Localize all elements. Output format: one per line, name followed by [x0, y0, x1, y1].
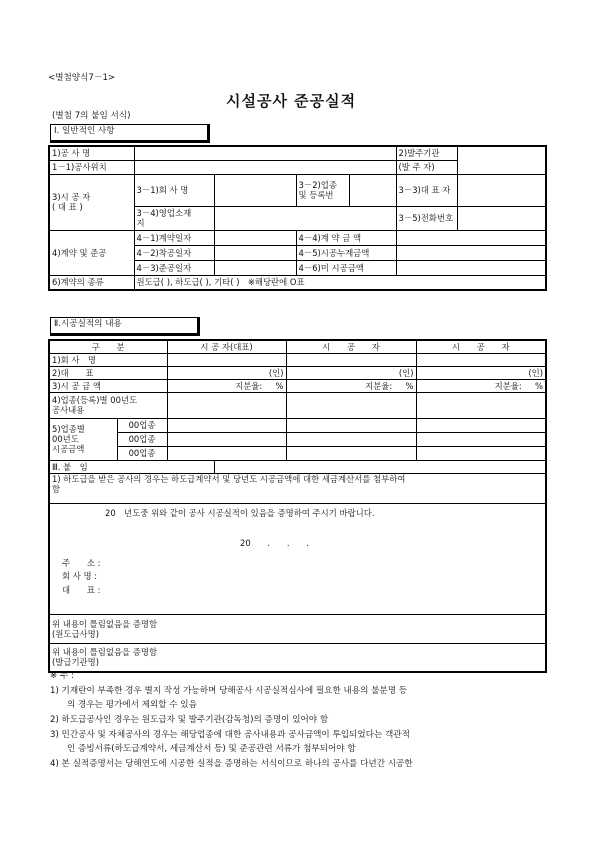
- type-item: 00업종: [117, 418, 167, 432]
- client-certify-block[interactable]: 위 내용이 틀림없음을 증명함 (발급기관명): [49, 643, 546, 672]
- section3-heading: Ⅲ. 붙 임: [49, 460, 214, 473]
- client-label: 2)발주기관: [396, 146, 457, 160]
- form-code: <별첨양식7－1>: [48, 73, 116, 83]
- representative-field[interactable]: [457, 174, 546, 206]
- office-location-label: 3－4)영업소재 지: [134, 206, 214, 230]
- business-type-label: 3－2)업종 및 등록번: [296, 174, 349, 206]
- type-field-1c[interactable]: [416, 418, 546, 432]
- content-field-1[interactable]: [167, 392, 286, 418]
- type-field-3c[interactable]: [416, 446, 546, 460]
- attachment-note: 1) 하도급을 받은 공사의 경우는 하도급계약서 및 당년도 시공금액에 대한 세금계산서를 첨부하여 함: [49, 473, 546, 503]
- col-contractor-rep: 시 공 자(대표): [167, 340, 286, 353]
- contractor-label: 3)시 공 자 ( 대 표 ): [49, 174, 134, 230]
- section3-heading-blank: [214, 460, 546, 473]
- type-field-3b[interactable]: [286, 446, 416, 460]
- type-item: 00업종: [117, 432, 167, 446]
- project-name-field[interactable]: [134, 146, 396, 160]
- business-type-field[interactable]: [349, 174, 396, 206]
- address-label[interactable]: 주 소 :: [62, 557, 101, 568]
- request-block: [49, 503, 546, 614]
- project-location-label: 1－1)공사위치: [49, 160, 134, 174]
- row-by-type-label: 5)업종별 00년도 시공금액: [49, 418, 117, 460]
- company-field-2[interactable]: [286, 353, 416, 366]
- content-field-2[interactable]: [286, 392, 416, 418]
- date-line[interactable]: 20 . . .: [240, 537, 309, 548]
- company-name-label: 3－1)회 사 명: [134, 174, 214, 206]
- notes-title: ※ 주 :: [50, 671, 74, 681]
- total-amount-field[interactable]: [396, 245, 546, 260]
- row-company-label: 1)회 사 명: [49, 353, 167, 366]
- start-date-label: 4－2)착공일자: [134, 245, 214, 260]
- section1-heading: Ⅰ. 일반적인 사항: [50, 124, 210, 143]
- general-info-table: [48, 145, 547, 291]
- share-2[interactable]: 지분율: %: [286, 379, 416, 392]
- note-2: 2) 하도급공사인 경우는 원도급자 및 발주기관(감독청)의 증명이 있어야 함: [50, 715, 329, 725]
- seal-1[interactable]: (인): [167, 366, 286, 379]
- type-field-2b[interactable]: [286, 432, 416, 446]
- page-title: 시설공사 준공실적: [226, 92, 357, 110]
- phone-label: 3－5)전화번호: [396, 206, 457, 230]
- row-rep-label: 2)대 표: [49, 366, 167, 379]
- contract-date-field[interactable]: [214, 230, 296, 245]
- phone-field[interactable]: [457, 206, 546, 230]
- note-3b: 인 증빙서류(하도급계약서, 세금계산서 등) 및 준공관련 서류가 첨부되어야 함: [67, 744, 356, 754]
- contract-date-label: 4－1)계약일자: [134, 230, 214, 245]
- contract-type-label: 6)계약의 종류: [49, 275, 134, 290]
- rep-label[interactable]: 대 표 :: [62, 584, 101, 595]
- content-field-3[interactable]: [416, 392, 546, 418]
- office-location-field[interactable]: [214, 206, 396, 230]
- contract-amount-field[interactable]: [396, 230, 546, 245]
- col-category: 구 분: [49, 340, 167, 353]
- prime-certify-block[interactable]: 위 내용이 틀림없음을 증명함 (원도급사명): [49, 614, 546, 643]
- type-field-1a[interactable]: [167, 418, 286, 432]
- contract-type-options[interactable]: 원도급( ), 하도급( ), 기타( ) ※해당란에 O표: [134, 275, 546, 290]
- completion-date-field[interactable]: [214, 260, 296, 275]
- share-1[interactable]: 지분율: %: [167, 379, 286, 392]
- note-1b: 의 경우는 평가에서 제외할 수 있음: [67, 700, 197, 710]
- contract-amount-label: 4－4)계 약 금 액: [296, 230, 396, 245]
- note-3a: 3) 민간공사 및 자체공사의 경우는 해당업종에 대한 공사내용과 공사금액이 투입되었다는 객관적: [50, 730, 410, 740]
- client-sub-label: (발 주 자): [396, 160, 457, 174]
- row-content-label: 4)업종(등록)별 00년도 공사내용: [49, 392, 167, 418]
- type-item: 00업종: [117, 446, 167, 460]
- request-text: 20 년도중 위와 같이 공사 시공실적이 있음을 증명하여 주시기 바랍니다.: [105, 507, 375, 518]
- completion-date-label: 4－3)준공일자: [134, 260, 214, 275]
- seal-3[interactable]: (인): [416, 366, 546, 379]
- col-contractor-2: 시 공 자: [286, 340, 416, 353]
- row-amount-label: 3)시 공 금 액: [49, 379, 167, 392]
- share-3[interactable]: 지분율: %: [416, 379, 546, 392]
- note-4: 4) 본 실적증명서는 당해연도에 시공한 실적을 증명하는 서식이므로 하나의 공사를 다년간 시공한: [50, 759, 413, 769]
- start-date-field[interactable]: [214, 245, 296, 260]
- project-location-field[interactable]: [134, 160, 396, 174]
- type-field-2a[interactable]: [167, 432, 286, 446]
- type-field-2c[interactable]: [416, 432, 546, 446]
- company-name-field[interactable]: [214, 174, 296, 206]
- company-field-3[interactable]: [416, 353, 546, 366]
- type-field-1b[interactable]: [286, 418, 416, 432]
- seal-2[interactable]: (인): [286, 366, 416, 379]
- note-1a: 1) 기재란이 부족한 경우 별지 작성 가능하며 당해공사 시공실적심사에 필요한 내용의 불분명 등: [50, 686, 408, 696]
- representative-label: 3－3)대 표 자: [396, 174, 457, 206]
- unbuilt-amount-field[interactable]: [396, 260, 546, 275]
- type-field-3a[interactable]: [167, 446, 286, 460]
- client-field[interactable]: [457, 146, 546, 174]
- form-subtitle: (별첨 7의 붙임 서식): [52, 111, 131, 121]
- performance-table: [48, 339, 547, 673]
- company-field-1[interactable]: [167, 353, 286, 366]
- total-amount-label: 4－5)시공누계금액: [296, 245, 396, 260]
- project-name-label: 1)공 사 명: [49, 146, 134, 160]
- contract-completion-label: 4)계약 및 준공: [49, 230, 134, 275]
- unbuilt-amount-label: 4－6)미 시공금액: [296, 260, 396, 275]
- col-contractor-3: 시 공 자: [416, 340, 546, 353]
- section2-heading: Ⅱ.시공실적의 내용: [50, 317, 200, 336]
- company-label[interactable]: 회 사 명 :: [62, 570, 98, 581]
